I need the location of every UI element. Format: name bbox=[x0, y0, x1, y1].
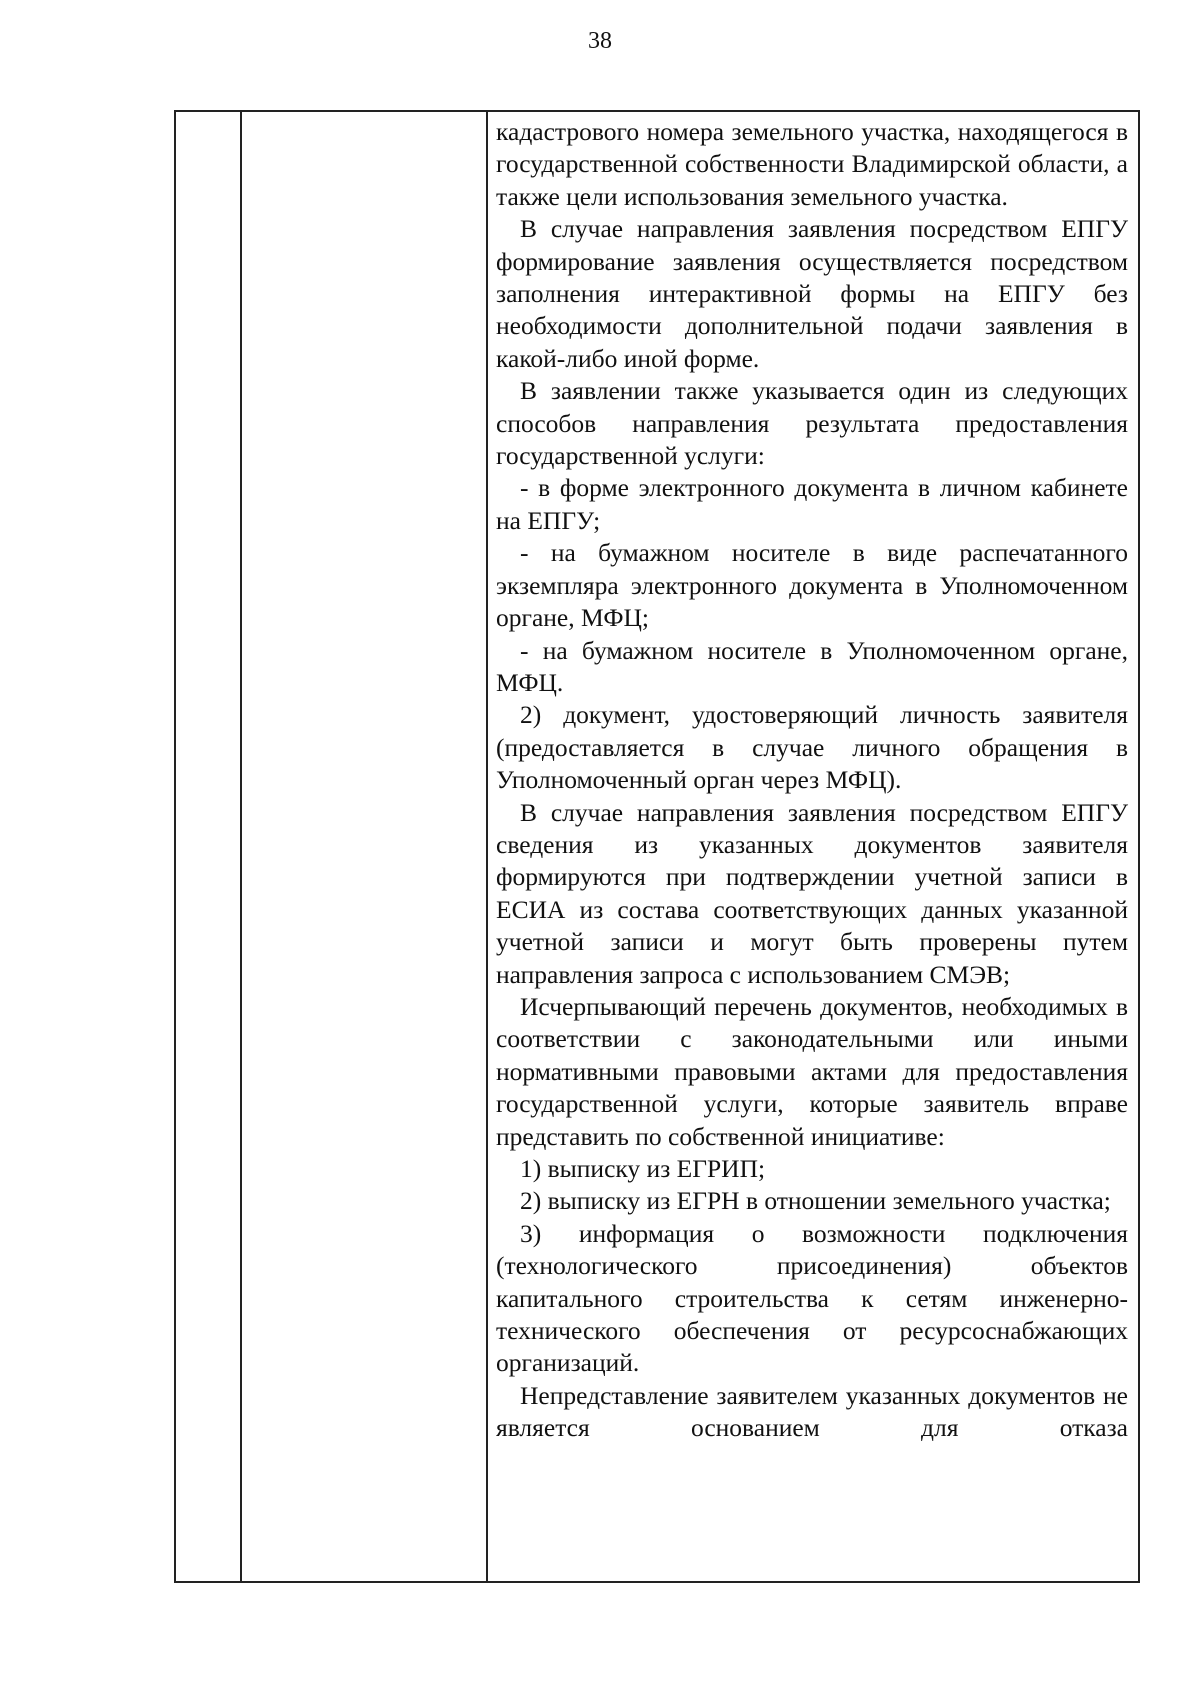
paragraph-9: Исчерпывающий перечень документов, необходимых в соответствии с законодательными или иными нормативными правовыми актами для предоставления государственной услуги, которые заявитель вправе представить по собственной инициативе: bbox=[496, 991, 1128, 1151]
column-divider-2 bbox=[486, 112, 488, 1581]
paragraph-13: Непредставление заявителем указанных документов не является основанием для отказа bbox=[496, 1380, 1128, 1443]
page-number: 38 bbox=[588, 28, 612, 54]
paragraph-1: кадастрового номера земельного участка, находящегося в государственной собственности Владимирской области, а также цели использования земельного участка. bbox=[496, 117, 1128, 211]
column-divider-1 bbox=[240, 112, 242, 1581]
paragraph-5: - на бумажном носителе в виде распечатанного экземпляра электронного документа в Уполномоченном органе, МФЦ; bbox=[496, 538, 1128, 633]
paragraph-3: В заявлении также указывается один из следующих способов направления результата предоставления государственной услуги: bbox=[496, 376, 1128, 471]
paragraph-11: 2) выписку из ЕГРН в отношении земельного участка; bbox=[520, 1186, 1111, 1216]
paragraph-7: 2) документ, удостоверяющий личность заявителя (предоставляется в случае личного обращения в Уполномоченный орган через МФЦ). bbox=[496, 700, 1128, 795]
paragraph-8: В случае направления заявления посредством ЕПГУ сведения из указанных документов заявителя формируются при подтверждении учетной записи в ЕСИА из состава соответствующих данных указанной учетной записи и могут быть проверены путем направления запроса с использованием СМЭВ; bbox=[496, 797, 1128, 989]
paragraph-10: 1) выписку из ЕГРИП; bbox=[520, 1154, 766, 1183]
table-text-cell bbox=[496, 116, 1128, 1445]
paragraph-12: 3) информация о возможности подключения (технологического присоединения) объектов капитального строительства к сетям инженерно-технического обеспечения от ресурсоснабжающих организаций. bbox=[496, 1218, 1128, 1378]
paragraph-2: В случае направления заявления посредством ЕПГУ формирование заявления осуществляется посредством заполнения интерактивной формы на ЕПГУ без необходимости дополнительной подачи заявления в какой-либо иной форме. bbox=[496, 214, 1128, 373]
document-table bbox=[174, 110, 1140, 1583]
paragraph-6: - на бумажном носителе в Уполномоченном органе, МФЦ. bbox=[496, 635, 1128, 697]
paragraph-4: - в форме электронного документа в личном кабинете на ЕПГУ; bbox=[496, 473, 1128, 535]
